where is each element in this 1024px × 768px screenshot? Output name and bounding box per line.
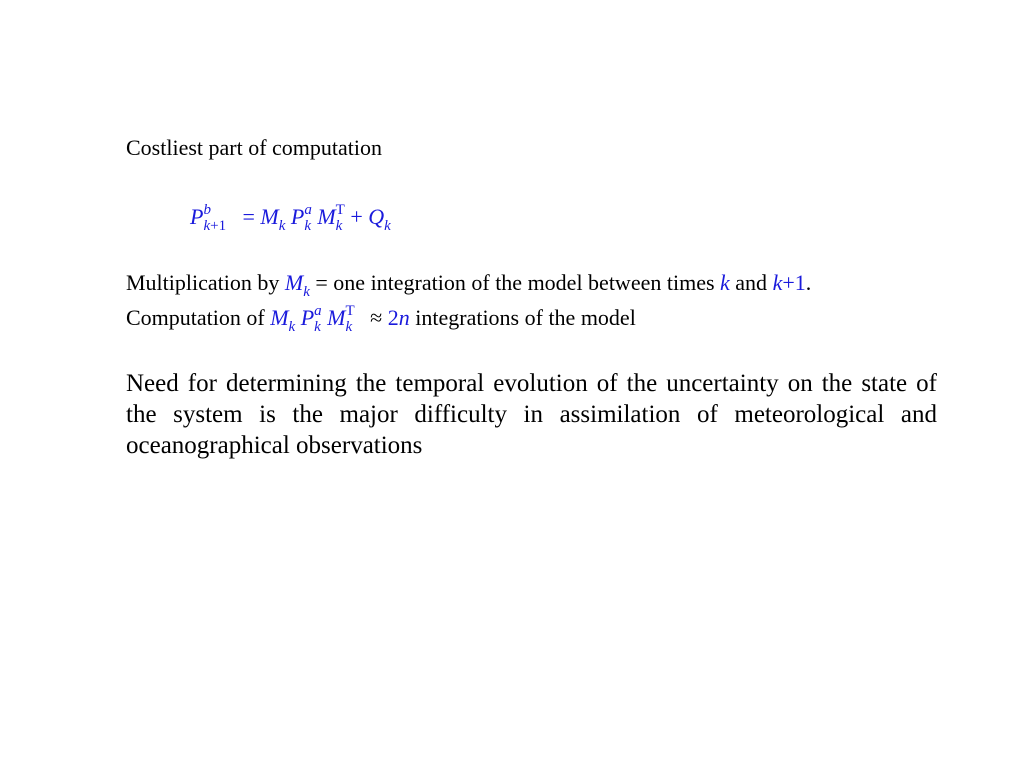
eq-p: P <box>290 204 305 229</box>
comp-m2: M <box>327 305 346 330</box>
body-paragraph: Need for determining the temporal evolution of the uncertainty on the state of the system is the major difficulty in assimilation of meteorological and oceanographical observations <box>126 370 937 459</box>
computation-line: Computation of $M_k$ Pa k MT k ≈ 2n integrations of the model <box>126 303 636 335</box>
comp-m2-sup: T <box>345 303 355 319</box>
mult-and: and <box>729 270 773 295</box>
comp-m1-sub: k <box>288 319 296 335</box>
eq-lhs-symbol: P <box>190 204 204 229</box>
eq-q: Q <box>368 204 385 229</box>
eq-q-sub: k <box>384 218 391 234</box>
eq-lhs-sup: b <box>203 202 211 218</box>
comp-m1: M <box>270 305 289 330</box>
covariance-equation: Pb k+1 = $M_k$ Pa k MT k + $Q_k$ <box>190 202 391 234</box>
eq-plus: + <box>350 204 363 229</box>
comp-two: 2 <box>387 305 399 330</box>
eq-lhs-sub-rest: +1 <box>210 218 227 234</box>
comp-n: n <box>398 305 410 330</box>
comp-tail: integrations of the model <box>409 305 636 330</box>
mult-m-sub: k <box>303 284 310 300</box>
eq-lhs-sub-k: k <box>203 218 211 234</box>
mult-m: M <box>284 270 304 295</box>
multiplication-line <box>126 270 812 300</box>
eq-m2-sup: T <box>335 202 345 218</box>
mult-k2: k <box>772 270 783 295</box>
comp-lead: Computation of <box>126 305 271 330</box>
eq-m1: M <box>260 204 279 229</box>
eq-p-sup: a <box>304 202 312 218</box>
comp-approx: ≈ <box>364 305 388 330</box>
comp-p: P <box>300 305 315 330</box>
eq-m2: M <box>317 204 336 229</box>
mult-lead: Multiplication by <box>126 270 285 295</box>
heading-text: Costliest part of computation <box>126 135 383 160</box>
mult-k1: k <box>720 270 730 295</box>
eq-equals: = <box>242 204 255 229</box>
mult-plus-one: +1 <box>782 270 806 295</box>
comp-p-sup: a <box>314 303 322 319</box>
mult-mid: = one integration of the model between times <box>309 270 721 295</box>
mult-end: . <box>805 270 812 295</box>
eq-m1-sub: k <box>278 218 286 234</box>
